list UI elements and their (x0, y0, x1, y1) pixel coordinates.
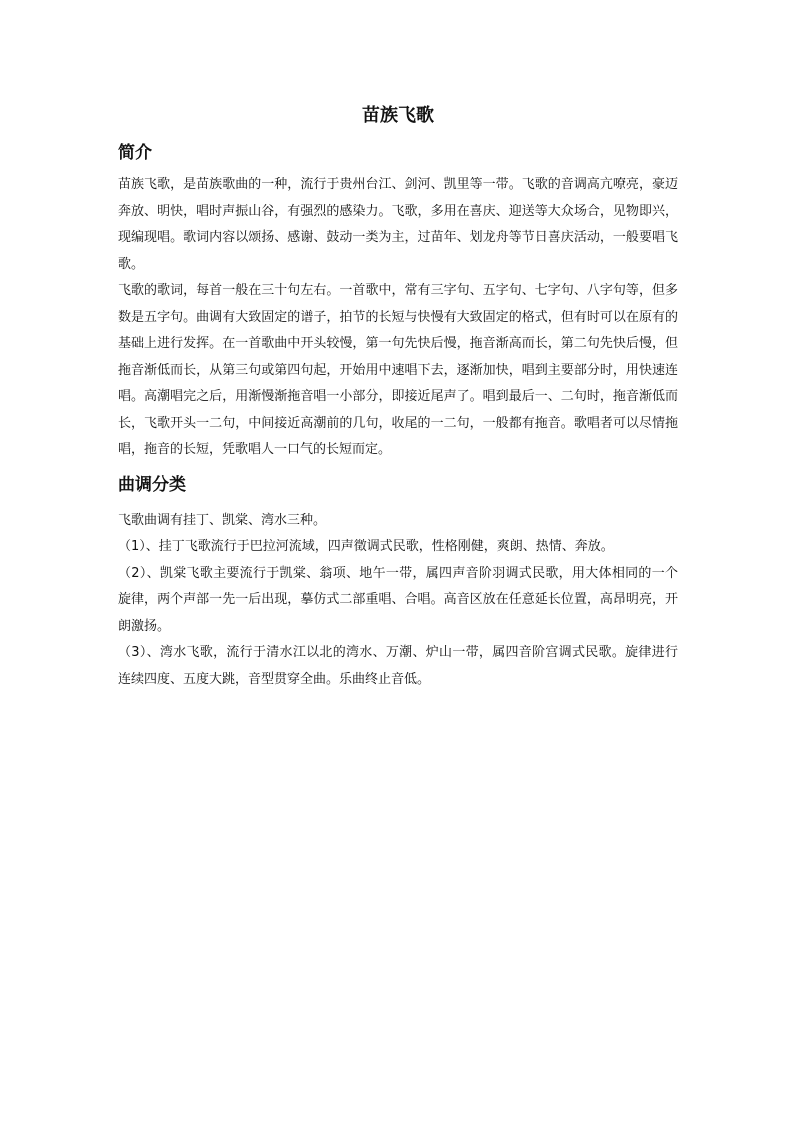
document-title: 苗族飞歌 (362, 105, 434, 126)
intro-paragraph-1: 苗族飞歌，是苗族歌曲的一种，流行于贵州台江、剑河、凯里等一带。飞歌的音调高亢嘹亮，豪迈奔放、明快，唱时声振山谷，有强烈的感染力。飞歌，多用在喜庆、迎送等大众场合，见物即兴，现编现唱。歌词内容以颂扬、感谢、鼓动一类为主，过苗年、划龙舟等节日喜庆活动，一般要唱飞歌。 (118, 177, 678, 272)
section-intro (118, 138, 678, 464)
tune-types-paragraph-3: （2）、凯棠飞歌主要流行于凯棠、翁项、地午一带，属四声音阶羽调式民歌，用大体相同的一个旋律，两个声部一先一后出现，摹仿式二部重唱、合唱。高音区放在任意延长位置，高昂明亮，开朗激扬。 (118, 565, 678, 634)
tune-types-paragraph-2: （1）、挂丁飞歌流行于巴拉河流域，四声徵调式民歌，性格刚健，爽朗、热情、奔放。 (118, 539, 614, 554)
section-heading-intro: 简介 (118, 143, 152, 163)
intro-paragraph-2: 飞歌的歌词，每首一般在三十句左右。一首歌中，常有三字句、五字句、七字句、八字句等，但多数是五字句。曲调有大致固定的谱子，拍节的长短与快慢有大致固定的格式，但有时可以在原有的基础上进行发挥。在一首歌曲中开头较慢，第一句先快后慢，拖音渐高而长，第二句先快后慢，但拖音渐低而长，从第三句或第四句起，开始用中速唱下去，逐渐加快，唱到主要部分时，用快速连唱。高潮唱完之后，用渐慢渐拖音唱一小部分，即接近尾声了。唱到最后一、二句时，拖音渐低而长，飞歌开头一二句，中间接近高潮前的几句，收尾的一二句，一般都有拖音。歌唱者可以尽情拖唱，拖音的长短，凭歌唱人一口气的长短而定。 (118, 283, 678, 457)
document-page (118, 100, 678, 693)
tune-types-paragraph-4: （3）、湾水飞歌，流行于清水江以北的湾水、万潮、炉山一带，属四音阶宫调式民歌。旋律进行连续四度、五度大跳，音型贯穿全曲。乐曲终止音低。 (118, 645, 678, 687)
section-heading-tune-types: 曲调分类 (118, 474, 186, 495)
section-tune-types (118, 470, 678, 694)
tune-types-paragraph-1: 飞歌曲调有挂丁、凯棠、湾水三种。 (118, 512, 327, 528)
